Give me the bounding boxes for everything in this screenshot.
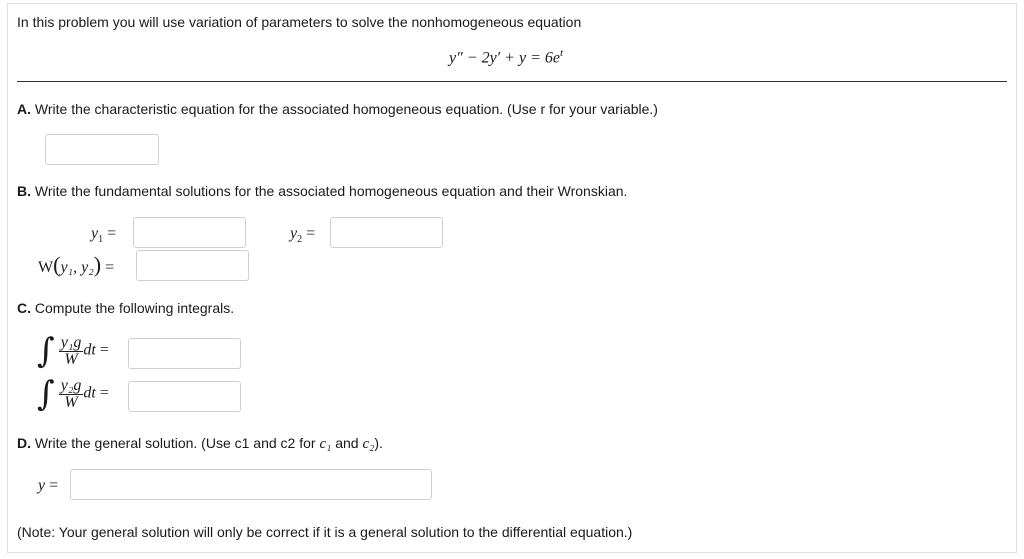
y2-input[interactable] (330, 217, 443, 248)
note-text: (Note: Your general solution will only be correct if it is a general solution to the differential equation.) (17, 524, 633, 540)
part-b-prompt (17, 183, 627, 199)
integral-1: ∫ $\frac{\text{y₁g}}{W}$ dt = (37, 331, 109, 371)
integral-1-fraction: $\frac{\text{y₁g}}{W}$ (60, 333, 82, 368)
part-c-prompt (17, 300, 234, 316)
integral-1-input[interactable] (128, 338, 241, 369)
part-d-prompt: D. Write the general solution. (Use c1 and c2 for c₁ and c₂). (17, 435, 383, 452)
y1-label: $y_1$ = (91, 225, 117, 246)
y1-input[interactable] (133, 217, 246, 248)
equation-lhs: y″ − 2y′ + y = 6e (449, 49, 560, 67)
general-solution-input[interactable] (70, 469, 432, 500)
wronskian-label: W(y₁, y₂) = (38, 252, 115, 277)
part-d-letter: D. (17, 435, 31, 451)
divider-rule (17, 81, 1007, 82)
part-b-text: Write the fundamental solutions for the associated homogeneous equation and their Wronskian. (34, 183, 628, 199)
part-a-text: Write the characteristic equation for the associated homogeneous equation. (Use r for your variable.) (34, 101, 658, 117)
equation-exponent: t (559, 47, 564, 59)
y2-label: $y_2$ = (290, 225, 316, 246)
general-solution-label: y = (38, 477, 59, 494)
main-equation (449, 44, 563, 67)
part-a-prompt (17, 101, 658, 117)
characteristic-equation-input[interactable] (45, 134, 159, 165)
integral-2-fraction: $\frac{\text{y₂g}}{W}$ (60, 376, 82, 411)
part-a-letter: A. (17, 101, 31, 117)
integral-sign-icon: ∫ (37, 374, 55, 414)
part-b-letter: B. (17, 183, 31, 199)
wronskian-input[interactable] (136, 250, 249, 281)
integral-sign-icon: ∫ (37, 331, 55, 371)
part-c-text: Compute the following integrals. (34, 300, 235, 316)
integral-2: ∫ $\frac{\text{y₂g}}{W}$ dt = (37, 374, 109, 414)
part-d-text: Write the general solution. (Use c1 and c2 for (34, 435, 320, 451)
intro-text: In this problem you will use variation of parameters to solve the nonhomogeneous equation (17, 14, 582, 30)
part-c-letter: C. (17, 300, 31, 316)
integral-2-input[interactable] (128, 381, 241, 412)
